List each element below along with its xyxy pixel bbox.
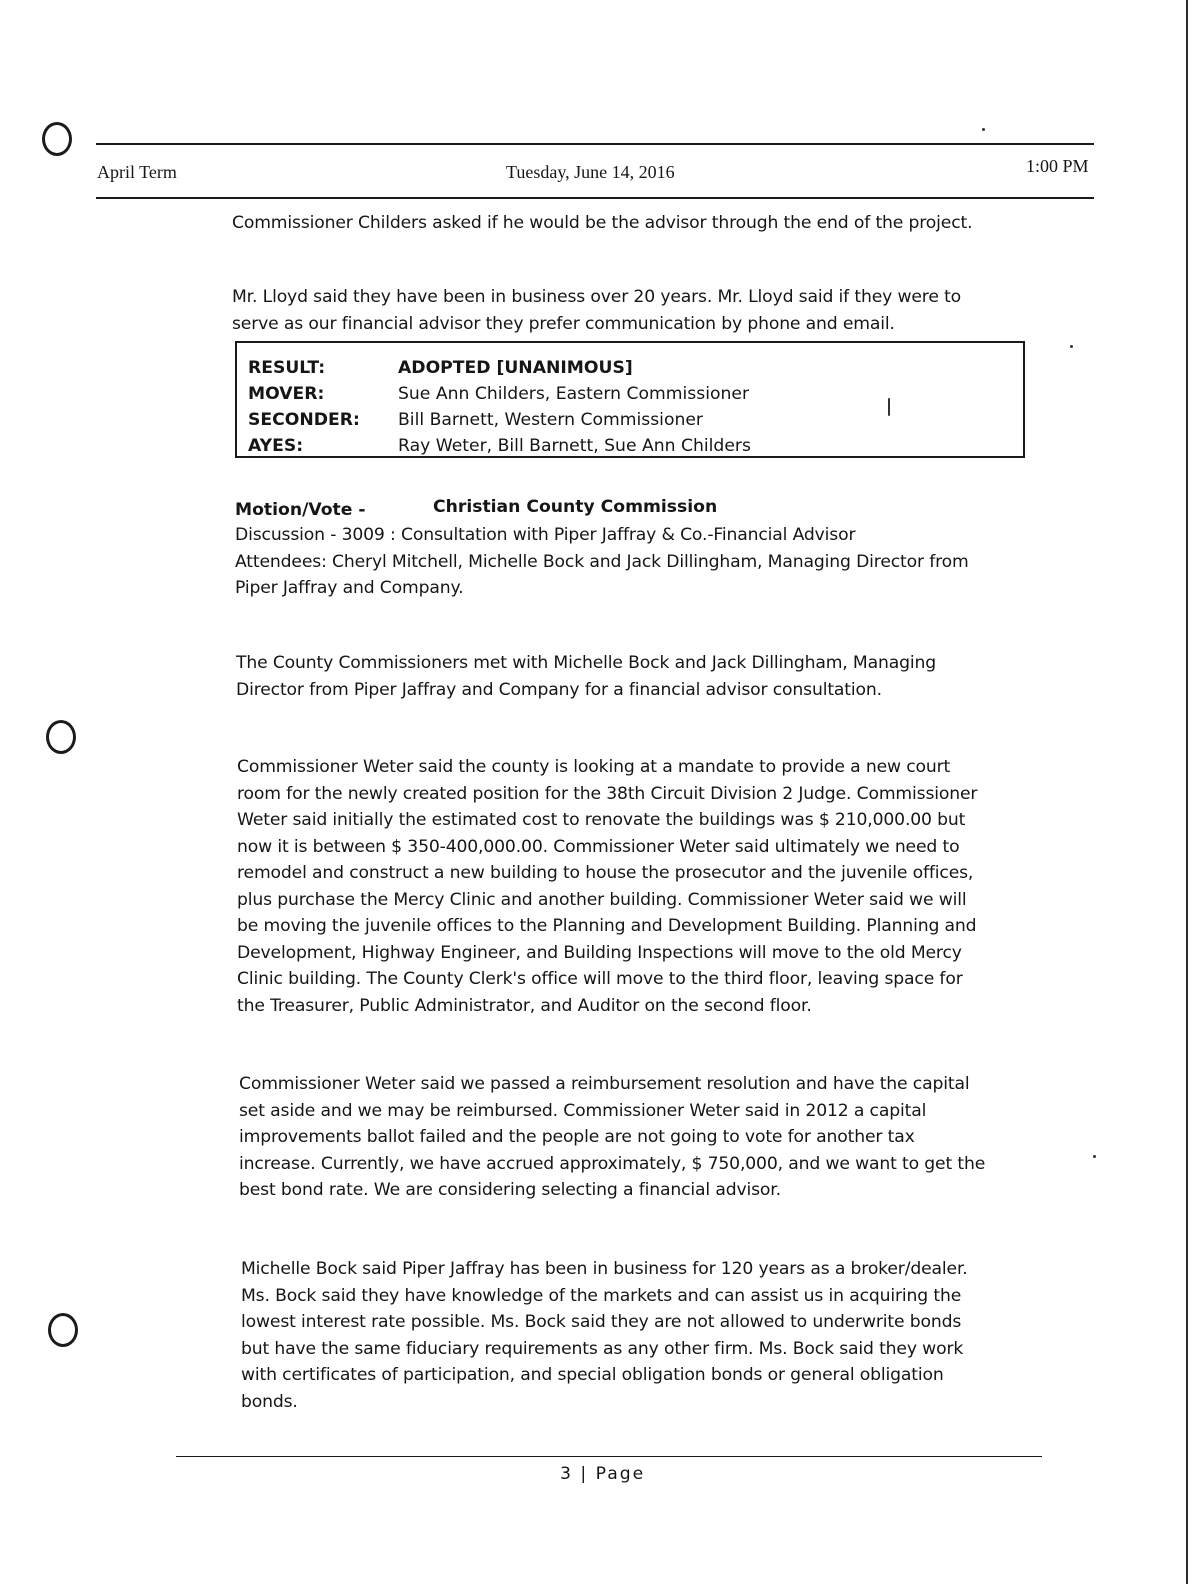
discussion-block: Discussion - 3009 : Consultation with Piper Jaffray & Co.-Financial Advisor Attendees: Cheryl Mitchell, Michelle Bock and Jack Dillingham, Managing Director from Piper Jaffray and Company.: [235, 525, 969, 598]
scan-speck: [888, 398, 890, 416]
punch-hole: [46, 720, 76, 754]
header-top-rule: [96, 143, 1094, 145]
seconder-row: SECONDER: Bill Barnett, Western Commissioner: [248, 410, 704, 430]
page-edge: [1186, 0, 1188, 1584]
scan-speck: [982, 128, 985, 131]
result-row: RESULT: ADOPTED [UNANIMOUS]: [248, 358, 633, 378]
paragraph-childers: Commissioner Childers asked if he would be the advisor through the end of the project.: [232, 213, 973, 233]
paragraph-lloyd: Mr. Lloyd said they have been in business over 20 years. Mr. Lloyd said if they were to serve as our financial advisor they prefer communication by phone and email.: [232, 287, 962, 334]
header-time: 1:00 PM: [1026, 156, 1089, 176]
footer-rule: [176, 1456, 1042, 1457]
punch-hole: [42, 122, 72, 156]
paragraph-met: The County Commissioners met with Michelle Bock and Jack Dillingham, Managing Director from Piper Jaffray and Company for a financial advisor consultation.: [236, 653, 936, 700]
header-term: April Term: [97, 162, 177, 182]
scan-speck: [1070, 345, 1073, 348]
page-number: 3 | Page: [560, 1464, 646, 1484]
motion-vote-label: Motion/Vote -: [235, 500, 366, 520]
vote-result-box: [235, 341, 1025, 458]
mover-row: MOVER: Sue Ann Childers, Eastern Commissioner: [248, 384, 750, 404]
scan-speck: [1093, 1155, 1096, 1158]
paragraph-bock: Michelle Bock said Piper Jaffray has been in business for 120 years as a broker/dealer. Ms. Bock said they have knowledge of the markets and can assist us in acquiring the lowest interest rate possible. Ms. Bock said they are not allowed to underwrite bonds but have the same fiduciary requirements as any other firm. Ms. Bock said they work with certificates of participation, and special obligation bonds or general obligation bonds.: [241, 1259, 968, 1412]
motion-vote-title: Christian County Commission: [433, 497, 718, 517]
header-date: Tuesday, June 14, 2016: [506, 162, 675, 182]
punch-hole: [48, 1313, 78, 1347]
paragraph-weter-reimbursement: Commissioner Weter said we passed a reimbursement resolution and have the capital set aside and we may be reimbursed. Commissioner Weter said in 2012 a capital improvements ballot failed and the people are not going to vote for another tax increase. Currently, we have accrued approximately, $ 750,000, and we want to get the best bond rate. We are considering selecting a financial advisor.: [239, 1074, 986, 1200]
paragraph-weter-mandate: Commissioner Weter said the county is looking at a mandate to provide a new court room for the newly created position for the 38th Circuit Division 2 Judge. Commissioner Weter said initially the estimated cost to renovate the buildings was $ 210,000.00 but now it is between $ 350-400,000.00. Commissioner Weter said ultimately we need to remodel and construct a new building to house the prosecutor and the juvenile offices, plus purchase the Mercy Clinic and another building. Commissioner Weter said we will be moving the juvenile offices to the Planning and Development Building. Planning and Development, Highway Engineer, and Building Inspections will move to the old Mercy Clinic building. The County Clerk's office will move to the third floor, leaving space for the Treasurer, Public Administrator, and Auditor on the second floor.: [237, 757, 978, 1016]
ayes-row: AYES: Ray Weter, Bill Barnett, Sue Ann Childers: [248, 436, 751, 456]
header-bottom-rule: [96, 197, 1094, 199]
